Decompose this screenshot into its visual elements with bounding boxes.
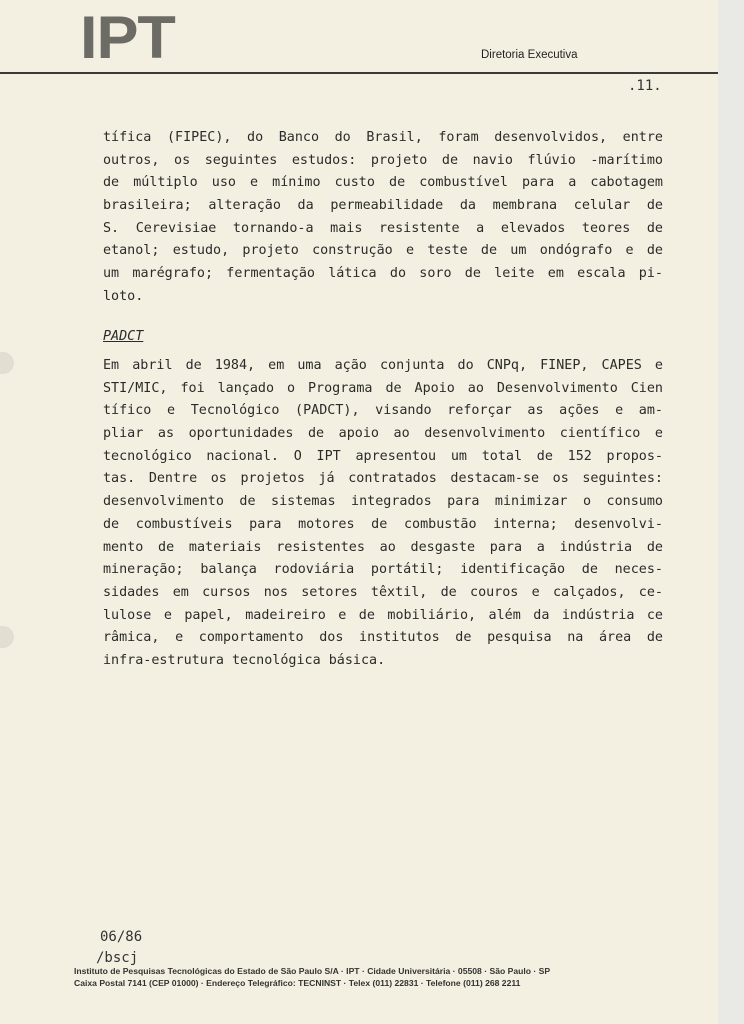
punch-hole: [0, 626, 14, 648]
text-line: STI/MIC, foi lançado o Programa de Apoio ao Desenvolvimento Cien: [103, 380, 663, 396]
text-line: tífico e Tecnológico (PADCT), visando reforçar as ações e am-: [103, 403, 663, 419]
department-label: Diretoria Executiva: [481, 49, 578, 61]
text-line: de múltiplo uso e mínimo custo de combustível para a cabotagem: [103, 175, 663, 191]
text-line: lulose e papel, madeireiro e de mobiliário, além da indústria ce: [103, 607, 663, 623]
text-line: tas. Dentre os projetos já contratados destacam-se os seguintes:: [103, 471, 663, 487]
text-line: mento de materiais resistentes ao desgaste para a indústria de: [103, 539, 663, 555]
text-line: de combustíveis para motores de combustão interna; desenvolvi-: [103, 516, 663, 532]
text-line: tecnológico nacional. O IPT apresentou um total de 152 propos-: [103, 448, 663, 464]
text-line: râmica, e comportamento dos institutos de pesquisa na área de: [103, 630, 663, 646]
text-line: desenvolvimento de sistemas integrados para minimizar o consumo: [103, 494, 663, 510]
text-line: mineração; balança rodoviária portátil; identificação de neces-: [103, 562, 663, 578]
punch-hole: [0, 352, 14, 374]
text-line: outros, os seguintes estudos: projeto de navio flúvio -marítimo: [103, 152, 663, 168]
text-line: Em abril de 1984, em uma ação conjunta do CNPq, FINEP, CAPES e: [103, 358, 663, 373]
text-line: tífica (FIPEC), do Banco do Brasil, foram desenvolvidos, entre: [103, 130, 663, 145]
text-line: sidades em cursos nos setores têxtil, de couros e calçados, ce-: [103, 584, 663, 600]
text-line: brasileira; alteração da permeabilidade da membrana celular de: [103, 198, 663, 214]
text-line: S. Cerevisiae tornando-a mais resistente a elevados teores de: [103, 220, 663, 236]
paragraph-1: [103, 127, 663, 309]
typist-initials: /bscj: [96, 950, 139, 966]
text-line: um marégrafo; fermentação lática do soro de leite em escala pi-: [103, 266, 663, 282]
section-heading: PADCT: [103, 329, 144, 344]
text-line: loto.: [103, 288, 144, 304]
paragraph-2: [103, 355, 663, 673]
text-line: etanol; estudo, projeto construção e teste de um ondógrafo e de: [103, 243, 663, 259]
header-rule: [0, 72, 718, 74]
footer-address-line-1: Instituto de Pesquisas Tecnológicas do Estado de São Paulo S/A · IPT · Cidade Universitária · 05508 · São Paulo · SP: [74, 966, 551, 976]
page-number: .11.: [628, 78, 662, 94]
text-line: infra-estrutura tecnológica básica.: [103, 652, 386, 668]
footer-address-line-2: Caixa Postal 7141 (CEP 01000) · Endereço Telegráfico: TECNINST · Telex (011) 22831 · Telefone (011) 268 2211: [74, 978, 521, 988]
ipt-logo: IPT: [80, 4, 175, 71]
text-line: pliar as oportunidades de apoio ao desenvolvimento científico e: [103, 426, 663, 442]
document-date: 06/86: [100, 929, 143, 945]
